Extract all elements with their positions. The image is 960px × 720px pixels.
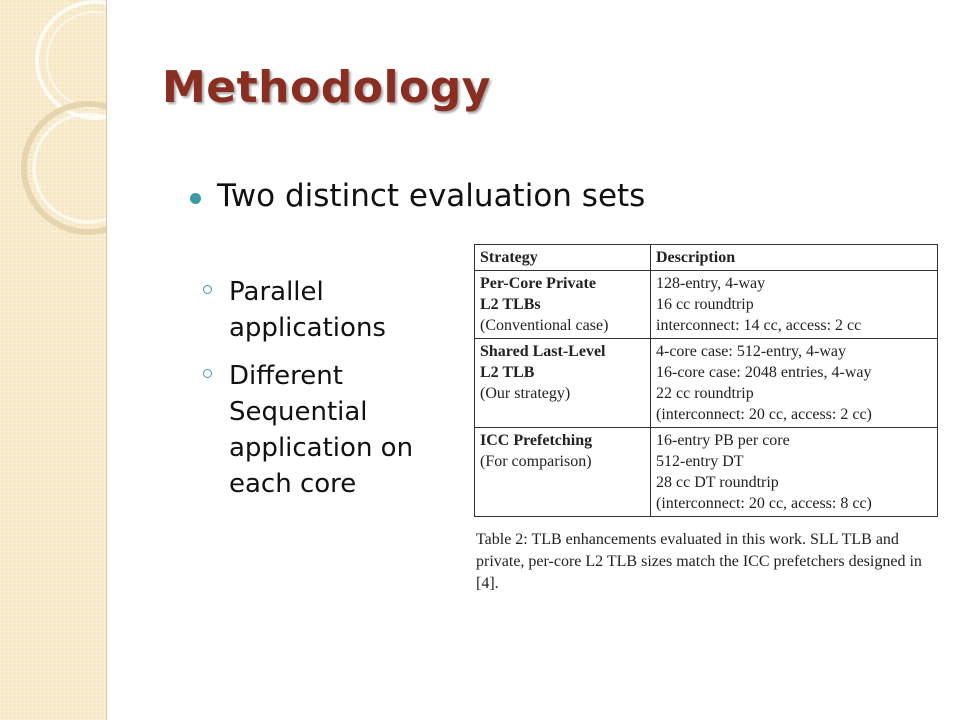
description-line: 128-entry, 4-way (656, 275, 766, 292)
table-row (475, 428, 938, 517)
description-cell (651, 271, 938, 339)
table-row (475, 339, 938, 428)
strategy-name: L2 TLBs (480, 296, 541, 313)
strategy-cell (475, 271, 651, 339)
sub-bullet-list (200, 274, 450, 514)
strategy-cell (475, 339, 651, 428)
tlb-strategy-table (474, 244, 938, 517)
description-line: 16 cc roundtrip (656, 296, 754, 313)
bullet-main-text: Two distinct evaluation sets (217, 178, 646, 214)
description-cell (651, 339, 938, 428)
table-figure (474, 244, 938, 595)
strategy-note: (Our strategy) (480, 385, 571, 402)
sub-bullet-line: applications (229, 313, 386, 343)
description-line: 16-core case: 2048 entries, 4-way (656, 364, 872, 381)
sub-bullet-line: Sequential (229, 397, 368, 427)
strategy-name: Per-Core Private (480, 275, 596, 292)
table-caption: Table 2: TLB enhancements evaluated in this work. SLL TLB and private, per-core L2 TLB sizes match the ICC prefetchers designed in [4]. (476, 531, 922, 592)
sub-bullet-ring-icon (203, 369, 212, 378)
sub-bullet-ring-icon (203, 285, 212, 294)
description-line: 16-entry PB per core (656, 432, 790, 449)
sub-bullet-line: each core (229, 469, 357, 499)
strategy-name: ICC Prefetching (480, 432, 593, 449)
sub-bullet-line: Parallel (229, 277, 324, 307)
sub-bullet-parallel (200, 274, 450, 346)
decorative-rings (0, 0, 106, 720)
description-line: 22 cc roundtrip (656, 385, 754, 402)
strategy-cell (475, 428, 651, 517)
description-line: interconnect: 14 cc, access: 2 cc (656, 317, 862, 334)
description-line: (interconnect: 20 cc, access: 2 cc) (656, 406, 872, 423)
header-strategy: Strategy (475, 245, 651, 271)
strategy-name: L2 TLB (480, 364, 535, 381)
sub-bullet-sequential (200, 358, 450, 502)
description-cell (651, 428, 938, 517)
slide-title: Methodology (162, 62, 491, 113)
strategy-note: (Conventional case) (480, 317, 609, 334)
description-line: 512-entry DT (656, 453, 744, 470)
sub-bullet-line: Different (229, 361, 343, 391)
table-header-row (475, 245, 938, 271)
description-line: (interconnect: 20 cc, access: 8 cc) (656, 495, 872, 512)
decorative-side-strip (0, 0, 107, 720)
header-description: Description (651, 245, 938, 271)
sub-bullet-line: application on (229, 433, 414, 463)
bullet-dot-icon (190, 193, 201, 204)
strategy-name: Shared Last-Level (480, 343, 606, 360)
table-row (475, 271, 938, 339)
description-line: 4-core case: 512-entry, 4-way (656, 343, 846, 360)
description-line: 28 cc DT roundtrip (656, 474, 779, 491)
strategy-note: (For comparison) (480, 453, 592, 470)
